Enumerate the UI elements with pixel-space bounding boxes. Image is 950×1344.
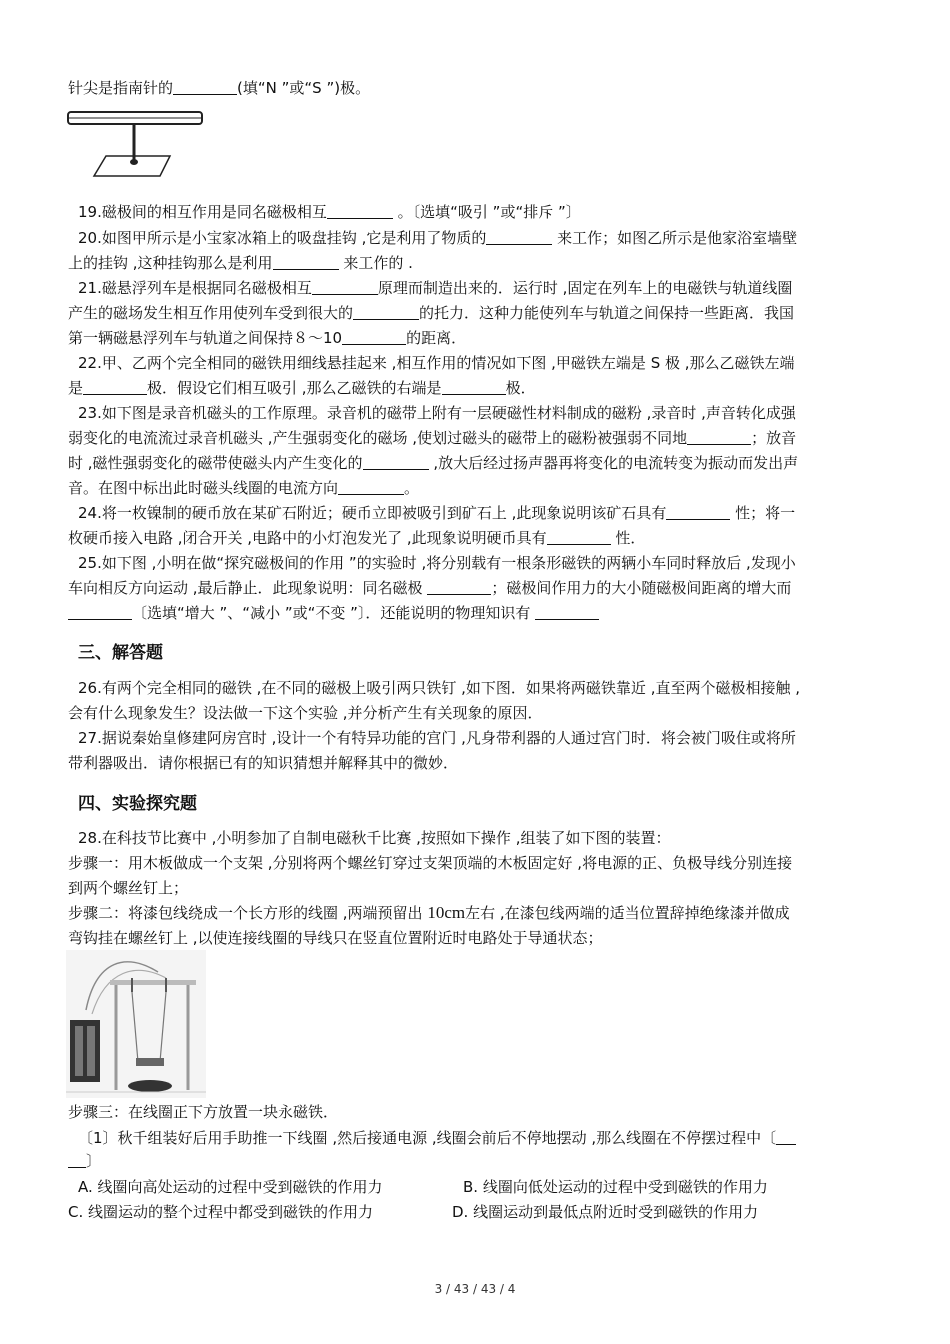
q18-tail (68, 76, 883, 100)
answer-blank[interactable] (327, 202, 393, 219)
option-a[interactable]: A. 线圈向高处运动的过程中受到磁铁的作用力 (78, 1178, 383, 1196)
section-4-heading: 四、实验探究题 (78, 794, 197, 814)
question-22 (78, 351, 893, 375)
q23-text: 弱变化的电流流过录音机磁头 ,产生强弱变化的磁场 ,使划过磁头的磁带上的磁粉被强弱不同地 (68, 429, 688, 447)
question-25-cont (68, 601, 883, 625)
question-25 (78, 551, 893, 575)
question-21-cont (68, 326, 883, 350)
option-c[interactable]: C. 线圈运动的整个过程中都受到磁铁的作用力 (68, 1203, 374, 1221)
q20-text: 上的挂钩 ,这种挂钩那么是利用 (68, 254, 273, 272)
answer-blank[interactable] (427, 578, 491, 595)
q24-text: 性；将一 (730, 504, 796, 522)
q22-text: 极． (505, 379, 536, 397)
q25-text: 〔选填“增大 ”、“减小 ”或“不变 ”〕．还能说明的物理知识有 (132, 604, 536, 622)
compass-needle-figure (66, 104, 206, 182)
q21-text: 第一辆磁悬浮列车与轨道之间保持８～10 (68, 329, 343, 347)
step-1: 步骤一：用木板做成一个支架 ,分别将两个螺丝钉穿过支架顶端的木板固定好 ,将电源的正、负极导线分别连接 (68, 854, 793, 872)
answer-blank[interactable] (363, 453, 429, 470)
question-28: 28.在科技节比赛中 ,小明参加了自制电磁秋千比赛 ,按照如下操作 ,组装了如下图的装置： (78, 829, 671, 847)
question-24 (78, 501, 893, 525)
question-20 (78, 226, 893, 250)
answer-blank[interactable] (687, 428, 751, 445)
answer-blank[interactable] (486, 228, 552, 245)
question-20-cont (68, 251, 883, 275)
question-23-cont (68, 426, 883, 450)
answer-blank[interactable] (338, 478, 404, 495)
answer-blank[interactable] (547, 528, 611, 545)
q21-text: 的距离． (406, 329, 467, 347)
q20-text: 20.如图甲所示是小宝家冰箱上的吸盘挂钩 ,它是利用了物质的 (78, 229, 487, 247)
answer-blank[interactable] (173, 78, 237, 95)
q22-text: 极．假设它们相互吸引 ,那么乙磁铁的右端是 (147, 379, 442, 397)
q22-text: 22.甲、乙两个完全相同的磁铁用细线悬挂起来 ,相互作用的情况如下图 ,甲磁铁左端是 S 极 ,那么乙磁铁左端 (78, 354, 795, 372)
sub-question-text: 〕 (86, 1152, 102, 1170)
answer-blank[interactable] (666, 503, 730, 520)
q20-text: 来工作；如图乙所示是他家浴室墙壁 (552, 229, 798, 247)
question-21-cont (68, 301, 883, 325)
q22-text: 是 (68, 379, 84, 397)
q19-text: 19.磁极间的相互作用是同名磁极相互 (78, 203, 327, 221)
answer-blank[interactable] (68, 1151, 86, 1168)
step-2 (68, 901, 883, 925)
answer-blank[interactable] (83, 378, 147, 395)
q25-text: 车向相反方向运动 ,最后静止．此现象说明：同名磁极 (68, 579, 428, 597)
q18-text: (填“N ”或“S ”)极。 (237, 79, 371, 97)
answer-blank[interactable] (353, 303, 419, 320)
answer-blank[interactable] (442, 378, 506, 395)
q25-text: ；磁极间作用力的大小随磁极间距离的增大而 (491, 579, 792, 597)
electromagnetic-swing-figure (66, 950, 206, 1098)
answer-blank[interactable] (312, 278, 378, 295)
answer-blank[interactable] (273, 253, 339, 270)
step-2-text: 步骤二：将漆包线绕成一个长方形的线圈 ,两端预留出 (68, 904, 428, 922)
question-27-cont: 带利器吸出．请你根据已有的知识猜想并解释其中的微妙． (68, 754, 459, 772)
question-23-cont (68, 476, 883, 500)
sub-question-1-cont (68, 1149, 883, 1173)
q24-text: 枚硬币接入电路 ,闭合开关 ,电路中的小灯泡发光了 ,此现象说明硬币具有 (68, 529, 547, 547)
q21-text: 的托力．这种力能使列车与轨道之间保持一些距离．我国 (419, 304, 795, 322)
question-23 (78, 401, 893, 425)
q24-text: 24.将一枚镍制的硬币放在某矿石附近；硬币立即被吸引到矿石上 ,此现象说明该矿石具有 (78, 504, 667, 522)
q24-text: 性． (610, 529, 646, 547)
step-2-cont: 弯钩挂在螺丝钉上 ,以使连接线圈的导线只在竖直位置附近时电路处于导通状态； (68, 929, 603, 947)
q21-text: 原理而制造出来的．运行时 ,固定在列车上的电磁铁与轨道线圈 (377, 279, 793, 297)
option-d[interactable]: D. 线圈运动到最低点附近时受到磁铁的作用力 (452, 1203, 759, 1221)
q23-text: 时 ,磁性强弱变化的磁带使磁头内产生变化的 (68, 454, 363, 472)
question-27: 27.据说秦始皇修建阿房宫时 ,设计一个有特异功能的宫门 ,凡身带利器的人通过宫门时．将会被门吸住或将所 (78, 729, 796, 747)
q23-text: ,放大后经过扬声器再将变化的电流转变为振动而发出声 (428, 454, 799, 472)
q19-text: 。〔选填“吸引 ”或“排斥 ”〕 (392, 203, 581, 221)
option-b[interactable]: B. 线圈向低处运动的过程中受到磁铁的作用力 (463, 1178, 768, 1196)
question-23-cont (68, 451, 883, 475)
answer-blank[interactable] (776, 1128, 796, 1145)
step-1-cont: 到两个螺丝钉上； (68, 879, 189, 897)
q21-text: 产生的磁场发生相互作用使列车受到很大的 (68, 304, 354, 322)
step-2-text: 左右 ,在漆包线两端的适当位置辞掉绝缘漆并做成 (465, 904, 790, 922)
length-value: 10cm (427, 903, 466, 922)
section-3-heading: 三、解答题 (78, 643, 163, 663)
question-22-cont (68, 376, 883, 400)
sub-question-1 (78, 1126, 893, 1150)
question-25-cont (68, 576, 883, 600)
q23-text: 音。在图中标出此时磁头线圈的电流方向 (68, 479, 339, 497)
question-26: 26.有两个完全相同的磁铁 ,在不同的磁极上吸引两只铁钉 ,如下图．如果将两磁铁靠近 ,直至两个磁极相接触 , (78, 679, 801, 697)
answer-blank[interactable] (68, 603, 132, 620)
question-26-cont: 会有什么现象发生？设法做一下这个实验 ,并分析产生有关现象的原因． (68, 704, 543, 722)
question-19 (78, 200, 893, 224)
q20-text: 来工作的 . (338, 254, 413, 272)
step-3: 步骤三：在线圈正下方放置一块永磁铁． (68, 1103, 339, 1121)
answer-blank[interactable] (342, 328, 406, 345)
q21-text: 21.磁悬浮列车是根据同名磁极相互 (78, 279, 312, 297)
q25-text: 25.如下图 ,小明在做“探究磁极间的作用 ”的实验时 ,将分别载有一根条形磁铁的两辆小车同时释放后 ,发现小 (78, 554, 796, 572)
page-footer: 3 / 43 / 43 / 4 (434, 1282, 516, 1296)
question-21 (78, 276, 893, 300)
sub-question-text: 〔1〕秋千组装好后用手助推一下线圈 ,然后接通电源 ,线圈会前后不停地摆动 ,那么线圈在不停摆过程中〔 (78, 1129, 777, 1147)
q23-text: ；放音 (751, 429, 797, 447)
q23-text: 。 (404, 479, 420, 497)
q23-text: 23.如下图是录音机磁头的工作原理。录音机的磁带上附有一层硬磁性材料制成的磁粉 ,录音时 ,声音转化成强 (78, 404, 796, 422)
q18-text: 针尖是指南针的 (68, 79, 174, 97)
question-24-cont (68, 526, 883, 550)
answer-blank[interactable] (535, 603, 599, 620)
